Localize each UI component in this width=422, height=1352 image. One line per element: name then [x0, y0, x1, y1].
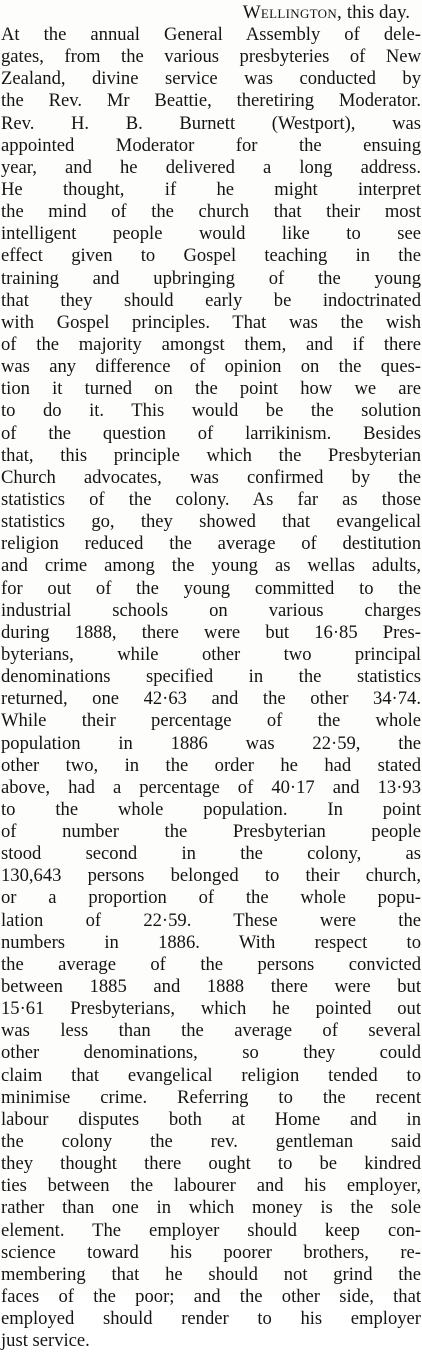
dateline — [0, 2, 410, 24]
article-line: for out of the young committed to the — [1, 577, 421, 599]
article-line: membering that he should not grind the — [1, 1263, 421, 1285]
article-line: of number the Presbyterian people — [1, 821, 421, 843]
article-line: they thought there ought to be kindred — [1, 1153, 421, 1175]
article-line: 15·61 Presbyterians, which he pointed out — [1, 998, 421, 1020]
article-line: claim that evangelical religion tended to — [1, 1064, 421, 1086]
article-line: that they should early be indoctrinated — [1, 289, 421, 311]
article-line: other two, in the order he had stated — [1, 754, 421, 776]
article-line: and crime among the young as wellas adults, — [1, 555, 421, 577]
article-line: the Rev. Mr Beattie, theretiring Moderator. — [1, 90, 421, 112]
article-line: 130,643 persons belonged to their church, — [1, 865, 421, 887]
article-line: rather than one in which money is the sole — [1, 1197, 421, 1219]
article-line: above, had a percentage of 40·17 and 13·93 — [1, 776, 421, 798]
article-line: the colony the rev. gentleman said — [1, 1131, 421, 1153]
article-line: At the annual General Assembly of dele- — [1, 24, 421, 45]
article-line: appointed Moderator for the ensuing — [1, 134, 421, 156]
article-line: other denominations, so they could — [1, 1042, 421, 1064]
article-line: ties between the labourer and his employer, — [1, 1175, 421, 1197]
article-line: element. The employer should keep con- — [1, 1219, 421, 1241]
article-line: religion reduced the average of destitution — [1, 533, 421, 555]
article-line: to the whole population. In point — [1, 798, 421, 820]
article-line: during 1888, there were but 16·85 Pres- — [1, 621, 421, 643]
article-line: stood second in the colony, as — [1, 843, 421, 865]
article-line: year, and he delivered a long address. — [1, 156, 421, 178]
article-line: labour disputes both at Home and in — [1, 1108, 421, 1130]
article-line: intelligent people would like to see — [1, 223, 421, 245]
article-line: minimise crime. Referring to the recent — [1, 1086, 421, 1108]
article-line: Church advocates, was confirmed by the — [1, 466, 421, 488]
article-line: numbers in 1886. With respect to — [1, 931, 421, 953]
article-line: that, this principle which the Presbyterian — [1, 444, 421, 466]
article-line: byterians, while other two principal — [1, 643, 421, 665]
article-line: of the majority amongst them, and if there — [1, 333, 421, 355]
article-body — [1, 24, 421, 1352]
article-line: the mind of the church that their most — [1, 201, 421, 223]
article-line: employed should render to his employer — [1, 1308, 421, 1330]
article-line: statistics of the colony. As far as those — [1, 488, 421, 510]
article-line: He thought, if he might interpret — [1, 178, 421, 200]
dateline-when: this day. — [346, 2, 410, 23]
article-line: statistics go, they showed that evangelical — [1, 511, 421, 533]
article-line: tion it turned on the point how we are — [1, 378, 421, 400]
article-line: science toward his poorer brothers, re- — [1, 1241, 421, 1263]
dateline-place: Wellington, — [242, 2, 343, 23]
article-line: gates, from the various presbyteries of New — [1, 46, 421, 68]
article-line: faces of the poor; and the other side, that — [1, 1286, 421, 1308]
article-line: While their percentage of the whole — [1, 710, 421, 732]
article-line: training and upbringing of the young — [1, 267, 421, 289]
article-line: the average of the persons convicted — [1, 953, 421, 975]
article-line: with Gospel principles. That was the wish — [1, 311, 421, 333]
article-line: of the question of larrikinism. Besides — [1, 422, 421, 444]
article-line: effect given to Gospel teaching in the — [1, 245, 421, 267]
article-line: was any difference of opinion on the ques- — [1, 356, 421, 378]
article-line: Rev. H. B. Burnett (Westport), was — [1, 112, 421, 134]
article-line: was less than the average of several — [1, 1020, 421, 1042]
article-line: industrial schools on various charges — [1, 599, 421, 621]
article-line: or a proportion of the whole popu- — [1, 887, 421, 909]
article-line: to do it. This would be the solution — [1, 400, 421, 422]
article-line: denominations specified in the statistics — [1, 666, 421, 688]
article-line: Zealand, divine service was conducted by — [1, 68, 421, 90]
article-line: lation of 22·59. These were the — [1, 909, 421, 931]
article-line: just service. — [1, 1330, 90, 1352]
article-line: returned, one 42·63 and the other 34·74. — [1, 688, 421, 710]
article-line: between 1885 and 1888 there were but — [1, 976, 421, 998]
article-line: population in 1886 was 22·59, the — [1, 732, 421, 754]
